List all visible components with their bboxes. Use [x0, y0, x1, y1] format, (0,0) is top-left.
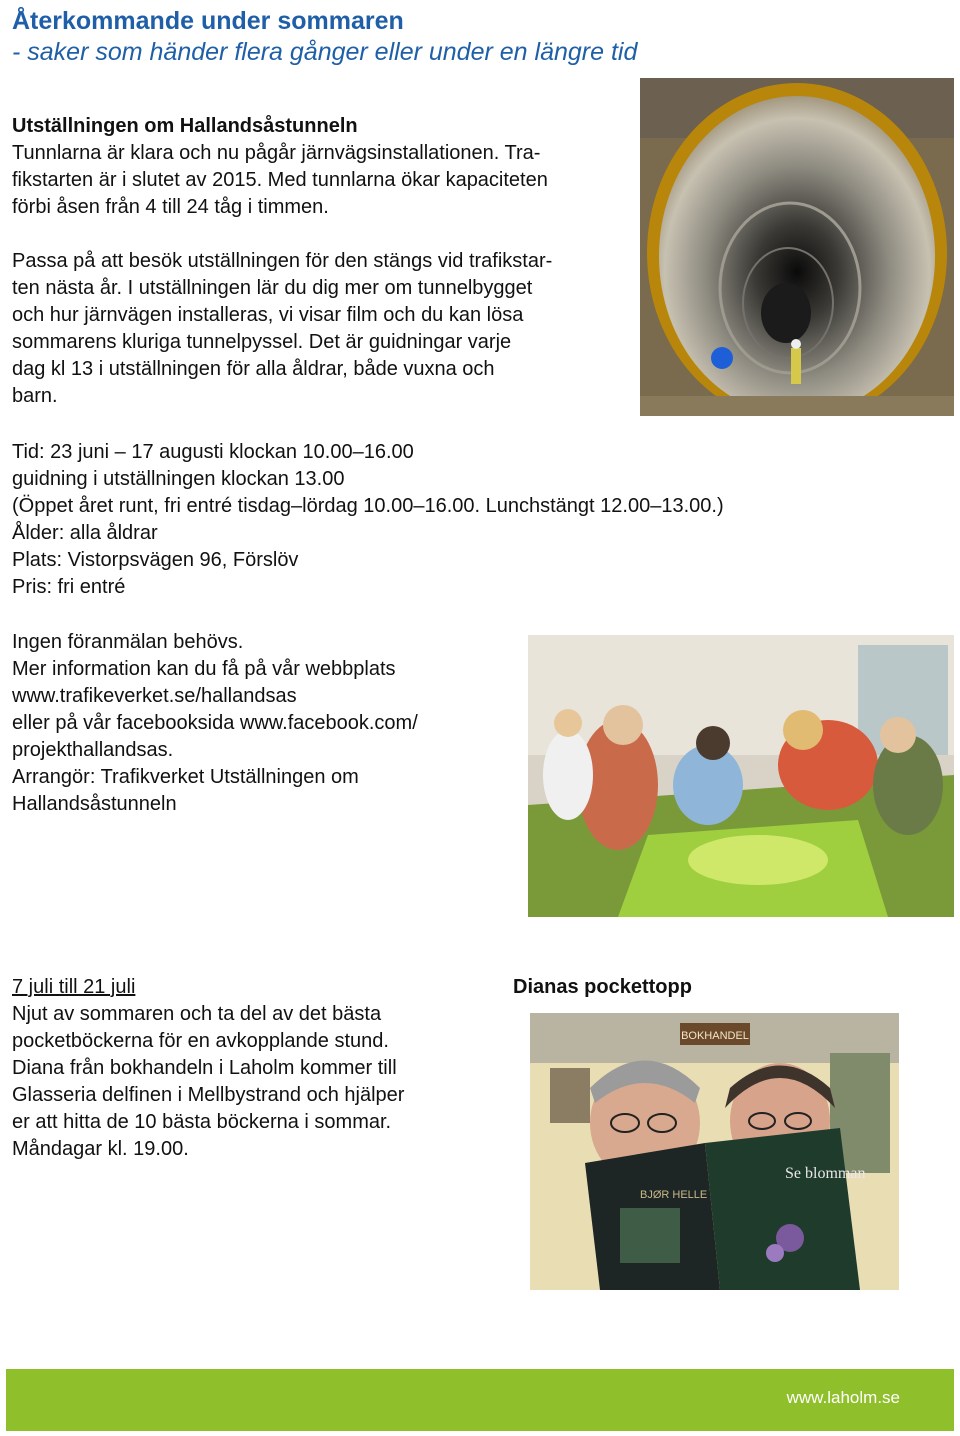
exhibition-intro: [12, 113, 632, 221]
details-line: (Öppet året runt, fri entré tisdag–lördag 10.00–16.00. Lunchstängt 12.00–13.00.): [12, 495, 724, 517]
info-line: Hallandsåstunneln: [12, 793, 177, 815]
body-line: ten nästa år. I utställningen lär du dig mer om tunnelbygget: [12, 277, 533, 299]
info-line: Mer information kan du få på vår webbplats: [12, 658, 396, 680]
pocket-line: Diana från bokhandeln i Laholm kommer till: [12, 1057, 397, 1079]
details-line: Ålder: alla åldrar: [12, 522, 158, 544]
footer-bar: [6, 1369, 954, 1431]
book-photo: [530, 1013, 899, 1290]
exhibition-heading: Utställningen om Hallandsåstunneln: [12, 115, 358, 137]
pocket-line: Njut av sommaren och ta del av det bästa: [12, 1003, 382, 1025]
details-line: Plats: Vistorpsvägen 96, Förslöv: [12, 549, 299, 571]
exhibition-info: [12, 629, 522, 818]
info-line: Ingen föranmälan behövs.: [12, 631, 244, 653]
pocket-line: pocketböckerna för en avkopplande stund.: [12, 1030, 389, 1052]
info-line: Arrangör: Trafikverket Utställningen om: [12, 766, 359, 788]
pocket-line: Måndagar kl. 19.00.: [12, 1138, 189, 1160]
body-line: sommarens kluriga tunnelpyssel. Det är guidningar varje: [12, 331, 512, 353]
tunnel-photo: [640, 78, 954, 416]
body-line: Passa på att besök utställningen för den stängs vid trafikstar-: [12, 250, 553, 272]
facebook-link[interactable]: eller på vår facebooksida www.facebook.com/: [12, 712, 418, 734]
details-line: guidning i utställningen klockan 13.00: [12, 468, 345, 490]
book-left-title: BJØR HELLE: [640, 1189, 708, 1201]
pocket-date: 7 juli till 21 juli: [12, 976, 136, 998]
body-line: och hur järnvägen installeras, vi visar film och du kan lösa: [12, 304, 524, 326]
children-photo: [528, 635, 954, 917]
facebook-link-cont[interactable]: projekthallandsas.: [12, 739, 174, 761]
body-line: barn.: [12, 385, 58, 407]
details-line: Tid: 23 juni – 17 augusti klockan 10.00–16.00: [12, 441, 414, 463]
shop-sign: BOKHANDEL: [681, 1030, 749, 1042]
pocket-line: er att hitta de 10 bästa böckerna i sommar.: [12, 1111, 392, 1133]
pocket-line: Glasseria delfinen i Mellbystrand och hjälper: [12, 1084, 405, 1106]
pocket-text: [12, 974, 492, 1163]
intro-line: Tunnlarna är klara och nu pågår järnvägsinstallationen. Tra-: [12, 142, 541, 164]
book-right-title: Se blomman: [785, 1165, 866, 1182]
intro-line: fikstarten är i slutet av 2015. Med tunnlarna ökar kapaciteten: [12, 169, 548, 191]
page-title: Återkommande under sommaren: [12, 7, 404, 35]
exhibition-details: [12, 439, 952, 601]
website-link[interactable]: www.trafikeverket.se/hallandsas: [12, 685, 297, 707]
details-line: Pris: fri entré: [12, 576, 126, 598]
footer-url[interactable]: www.laholm.se: [786, 1388, 900, 1407]
body-line: dag kl 13 i utställningen för alla åldrar, både vuxna och: [12, 358, 495, 380]
intro-line: förbi åsen från 4 till 24 tåg i timmen.: [12, 196, 329, 218]
pocket-heading: Dianas pockettopp: [513, 976, 692, 998]
exhibition-body: [12, 248, 632, 410]
page-subtitle: - saker som händer flera gånger eller under en längre tid: [12, 38, 638, 66]
